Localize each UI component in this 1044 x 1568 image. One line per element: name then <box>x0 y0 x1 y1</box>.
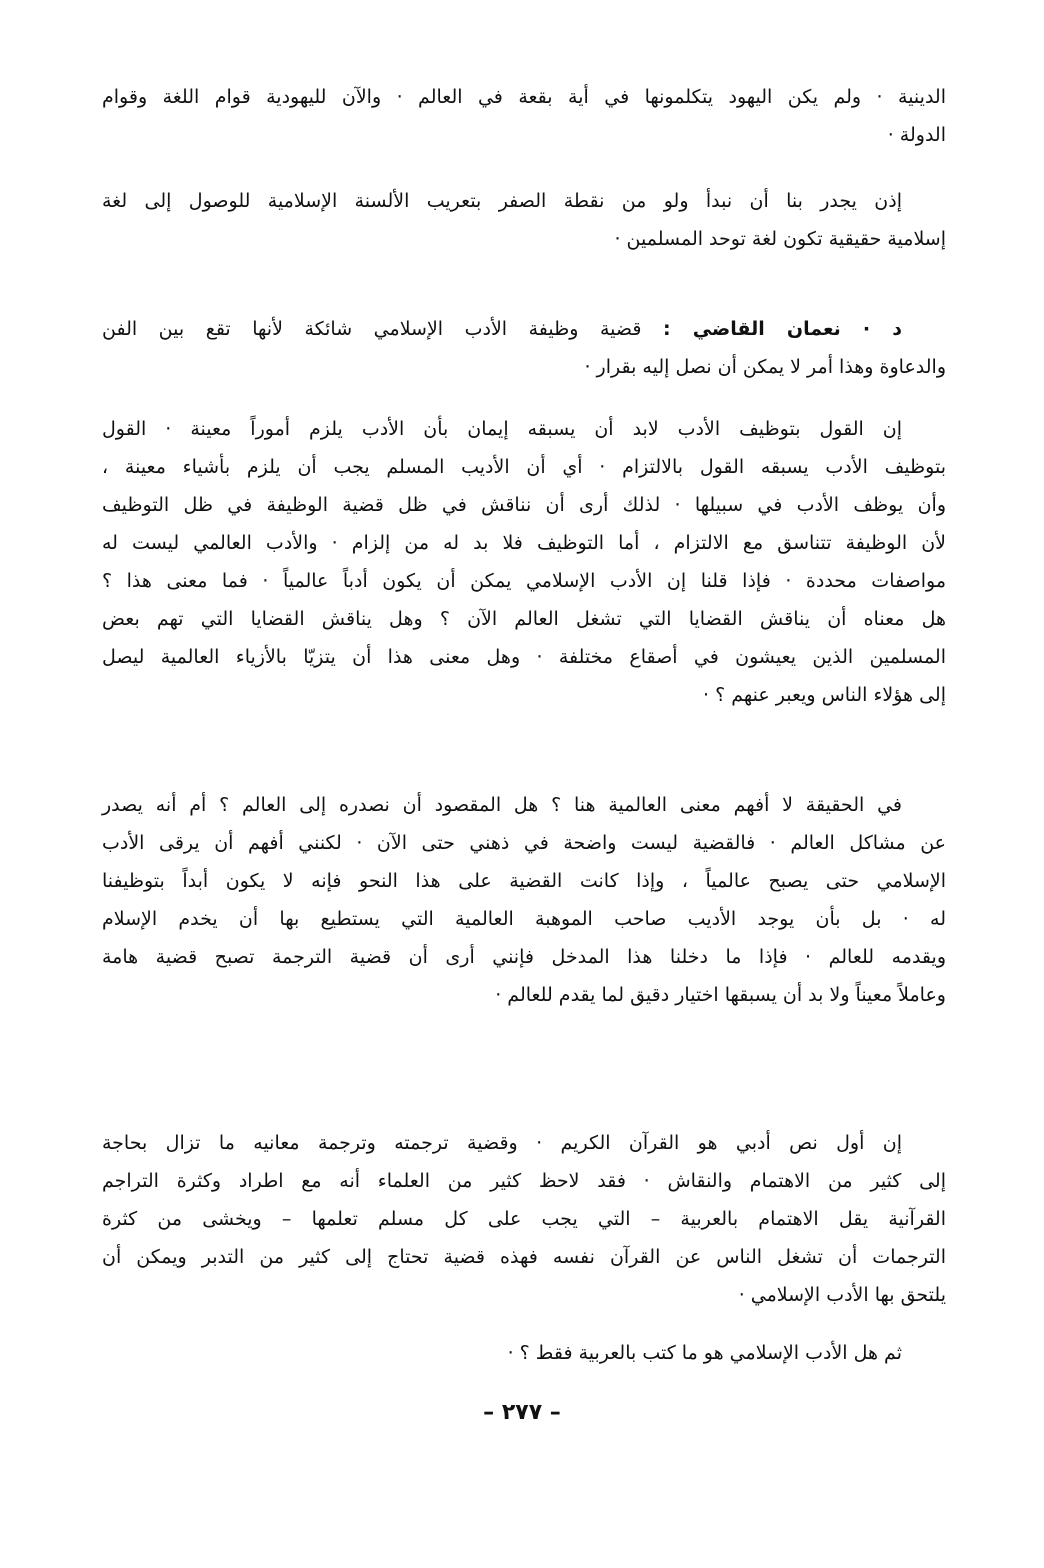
text-line: له · بل بأن يوجد الأديب صاحب الموهبة العالمية التي يستطيع بها أن يخدم الإسلام <box>102 908 946 930</box>
text-line: القرآنية يقل الاهتمام بالعربية – التي يجب على كل مسلم تعلمها – ويخشى من كثرة <box>102 1208 946 1230</box>
paragraph <box>102 1124 946 1314</box>
text-line: الترجمات أن تشغل الناس عن القرآن نفسه فهذه قضية تحتاج إلى كثير من التدبر ويمكن أن <box>102 1246 946 1268</box>
text-line: الدينية · ولم يكن اليهود يتكلمونها في أية بقعة في العالم · والآن لليهودية قوام اللغة وقوام <box>102 86 946 108</box>
text-line: مواصفات محددة · فإذا قلنا إن الأدب الإسلامي يمكن أن يكون أدباً عالمياً · فما معنى هذا ؟ <box>102 570 946 592</box>
paragraph <box>102 786 946 1014</box>
speaker-name: د · نعمان القاضي : <box>663 318 903 340</box>
text-line: الإسلامي حتى يصبح عالمياً ، وإذا كانت القضية على هذا النحو فإنه لا يكون أبداً بتوظيفنا <box>102 870 946 892</box>
paragraph <box>102 1334 946 1372</box>
text-line: الدولة · <box>887 124 946 146</box>
paragraph <box>102 410 946 714</box>
text-line: إلى كثير من الاهتمام والنقاش · فقد لاحظ كثير من العلماء أنه مع اطراد وكثرة التراجم <box>102 1170 946 1192</box>
text-line: وأن يوظف الأدب في سبيلها · لذلك أرى أن نناقش في ظل قضية الوظيفة في ظل التوظيف <box>102 494 946 516</box>
text-line: إذن يجدر بنا أن نبدأ ولو من نقطة الصفر بتعريب الألسنة الإسلامية للوصول إلى لغة <box>102 190 902 212</box>
text-line: لأن الوظيفة تتناسق مع الالتزام ، أما التوظيف فلا بد له من إلزام · والأدب العالمي ليست له <box>102 532 946 554</box>
text-line: عن مشاكل العالم · فالقضية ليست واضحة في ذهني حتى الآن · لكنني أفهم أن يرقى الأدب <box>102 832 946 854</box>
paragraph <box>102 182 946 258</box>
text-line: المسلمين الذين يعيشون في أصقاع مختلفة · وهل معنى هذا أن يتزيّا بالأزياء العالمية ليصل <box>102 646 946 668</box>
text-line: إن القول بتوظيف الأدب لابد أن يسبقه إيمان بأن الأدب يلزم أموراً معينة · القول <box>102 418 902 440</box>
text-line: إسلامية حقيقية تكون لغة توحد المسلمين · <box>614 228 946 250</box>
text-line: ثم هل الأدب الإسلامي هو ما كتب بالعربية فقط ؟ · <box>507 1342 902 1364</box>
text-line: وعاملاً معيناً ولا بد أن يسبقها اختيار دقيق لما يقدم للعالم · <box>495 984 946 1006</box>
paragraph <box>102 310 946 386</box>
text-line <box>102 310 946 348</box>
page-number: – ٢٧٧ – <box>483 1400 561 1425</box>
text-line: إلى هؤلاء الناس ويعبر عنهم ؟ · <box>703 684 946 706</box>
text-line: ويقدمه للعالم · فإذا ما دخلنا هذا المدخل فإنني أرى أن قضية الترجمة تصبح قضية هامة <box>102 946 946 968</box>
text-line: إن أول نص أدبي هو القرآن الكريم · وقضية ترجمته وترجمة معانيه ما تزال بحاجة <box>102 1132 902 1154</box>
text-line: يلتحق بها الأدب الإسلامي · <box>738 1284 946 1306</box>
paragraph <box>102 78 946 154</box>
text-line: في الحقيقة لا أفهم معنى العالمية هنا ؟ هل المقصود أن نصدره إلى العالم ؟ أم أنه يصدر <box>102 794 902 816</box>
text-line: والدعاوة وهذا أمر لا يمكن أن نصل إليه بقرار · <box>584 356 946 378</box>
text-line: بتوظيف الأدب يسبقه القول بالالتزام · أي أن الأديب المسلم يجب أن يلزم بأشياء معينة ، <box>102 456 946 478</box>
line-text: قضية وظيفة الأدب الإسلامي شائكة لأنها تقع بين الفن <box>102 318 663 340</box>
text-line: هل معناه أن يناقش القضايا التي تشغل العالم الآن ؟ وهل يناقش القضايا التي تهم بعض <box>102 608 946 630</box>
